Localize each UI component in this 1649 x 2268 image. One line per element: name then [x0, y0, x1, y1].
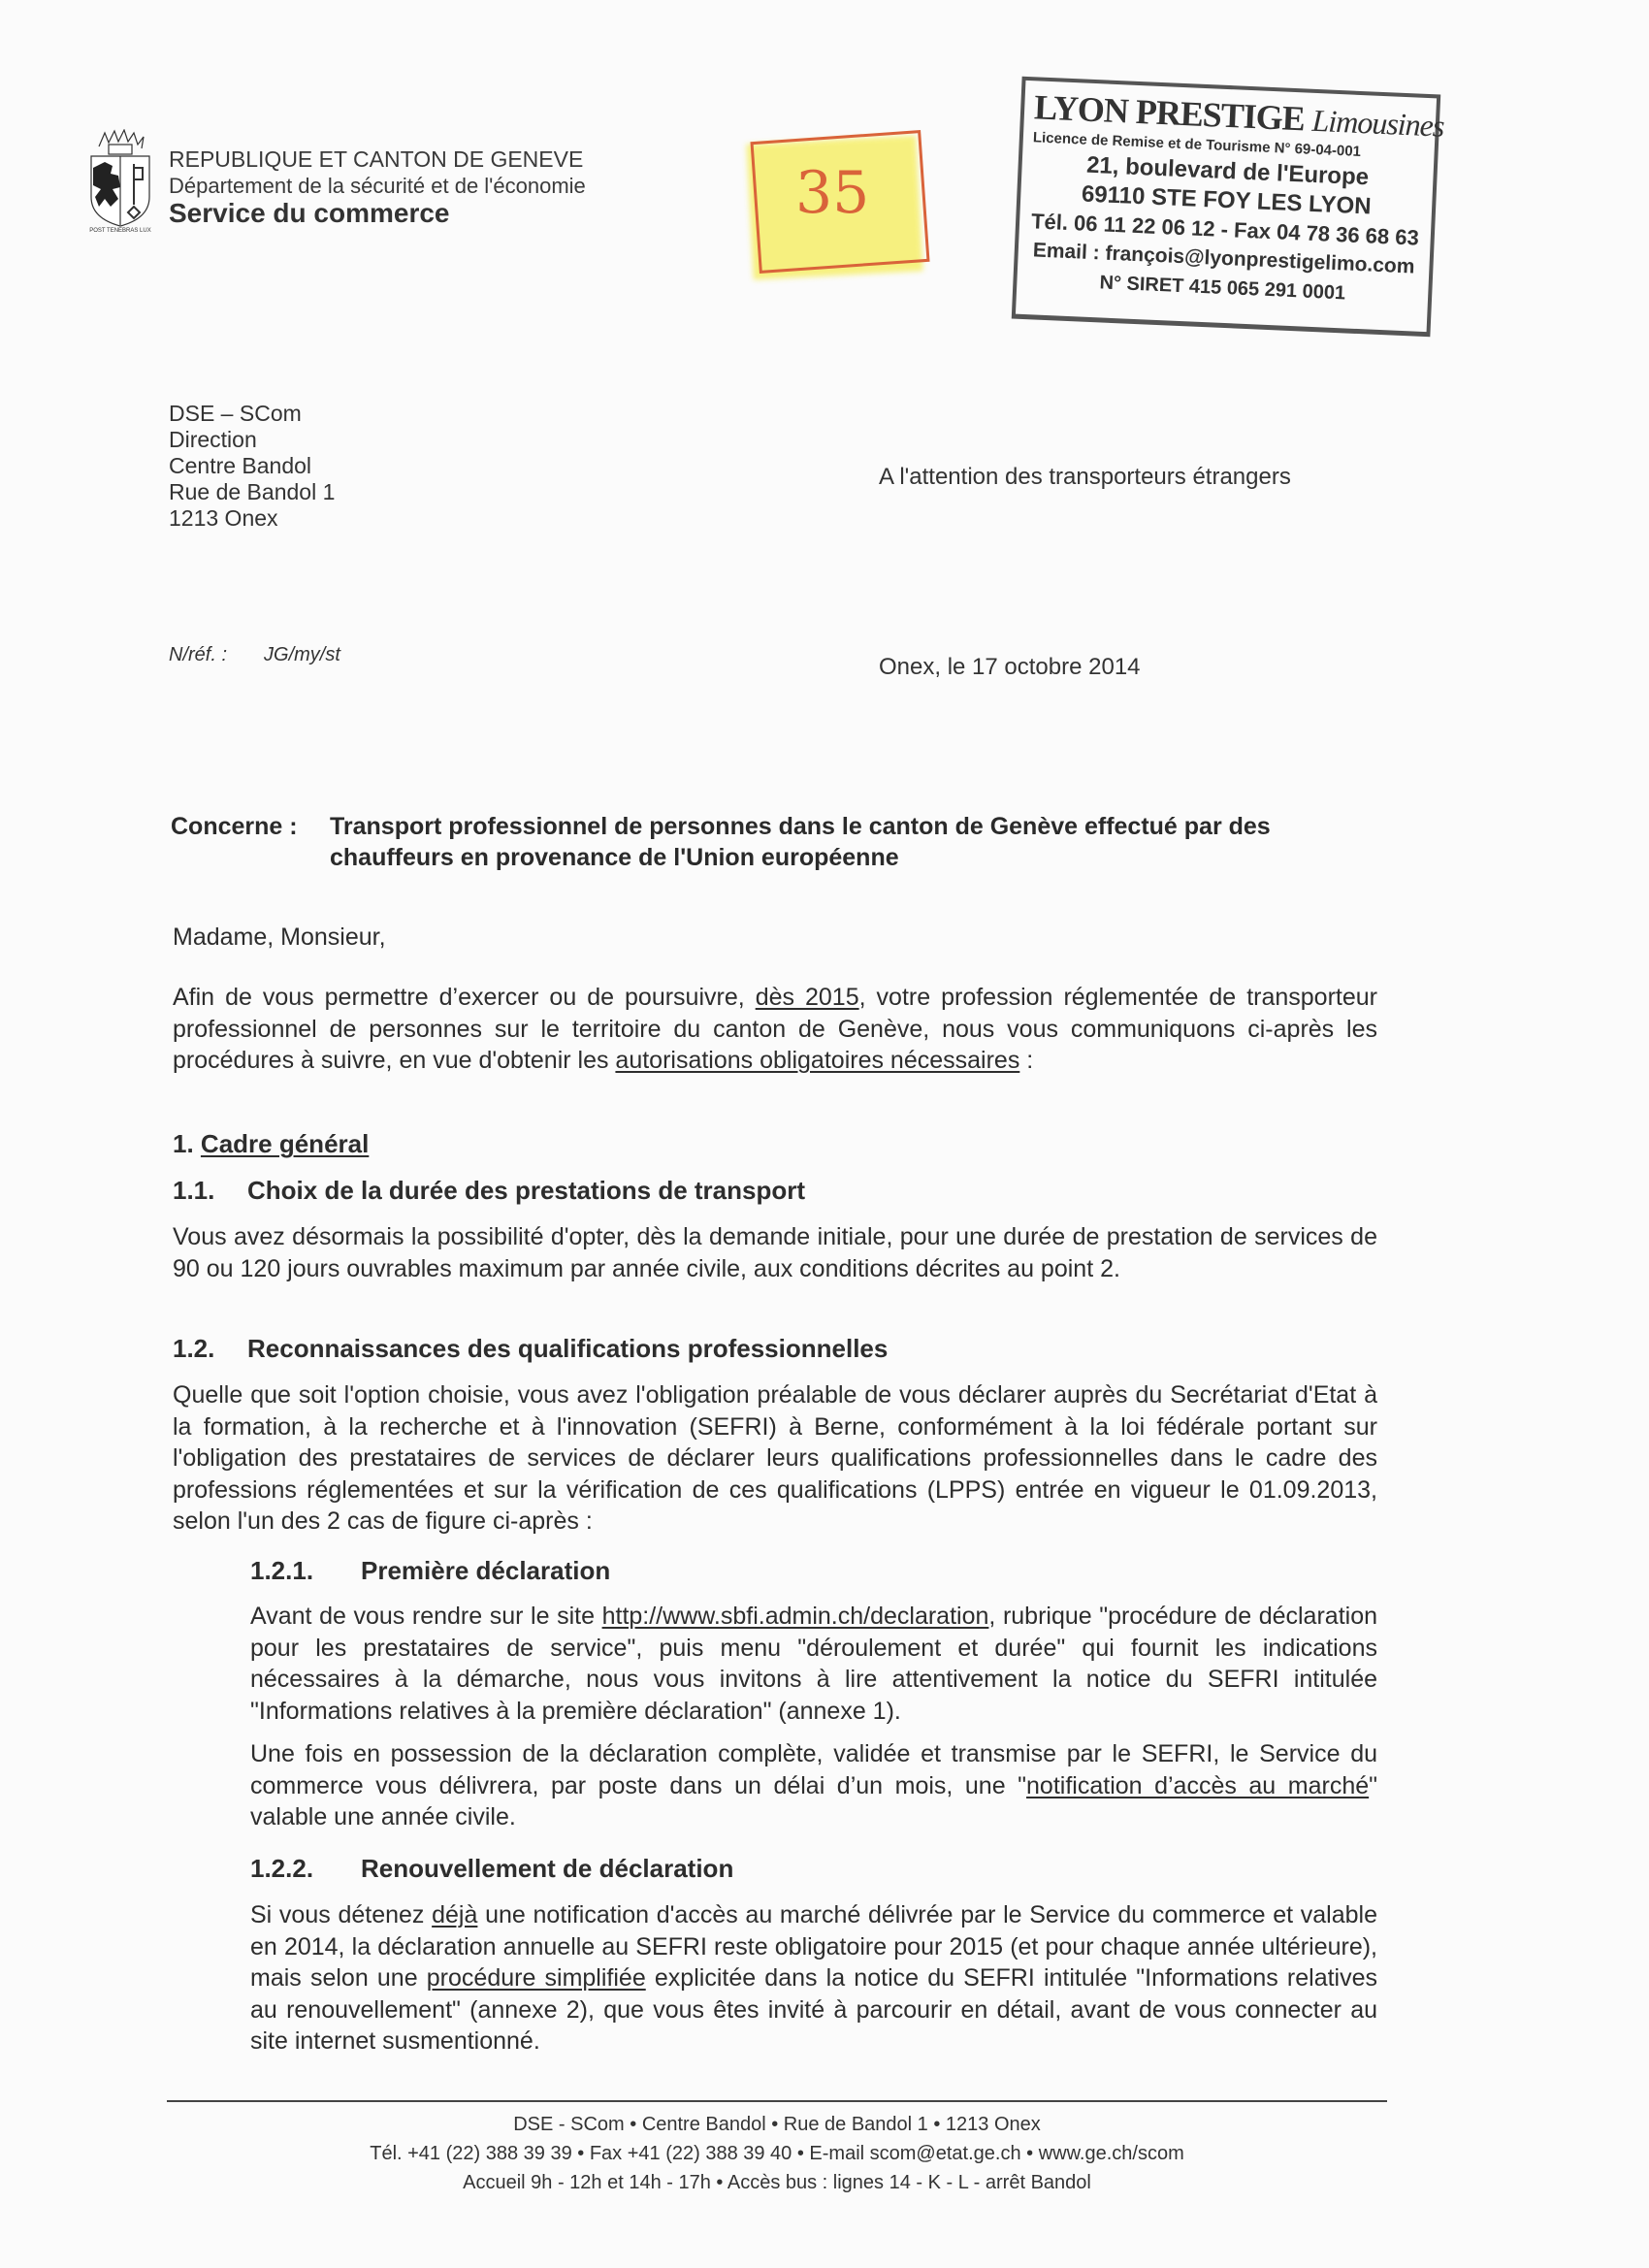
section-1-2-heading: 1.2. Reconnaissances des qualifications professionnelles — [173, 1334, 889, 1363]
emphasis-notification: notification d’accès au marché — [1026, 1771, 1370, 1799]
emphasis-deja: déjà — [432, 1901, 478, 1928]
salutation: Madame, Monsieur, — [173, 923, 386, 951]
sender-line: Rue de Bandol 1 — [169, 479, 336, 504]
sender-line: Centre Bandol — [169, 453, 312, 478]
sender-address — [169, 401, 335, 532]
intro-paragraph: Afin de vous permettre d’exercer ou de poursuivre, dès 2015, votre profession réglementée de transporteur professionnel de personnes sur le territoire du canton de Genève, nous vous communiquons ci-après les procédures à suivre, en vue d'obtenir les autorisations obligatoires nécessaires : — [173, 984, 1377, 1074]
stamp-company-script: Limousines — [1310, 102, 1445, 144]
company-stamp — [1012, 77, 1445, 338]
section-1-2-body: Quelle que soit l'option choisie, vous avez l'obligation préalable de vous déclarer auprès du Secrétariat d'Etat à la formation, à la recherche et à l'innovation (SEFRI) à Berne, conformément à la loi fédérale portant sur l'obligation des prestataires de services de déclarer leurs qualifications professionnelles dans le cadre des professions réglementées et sur la vérification de ces qualifications (LPPS) entrée en vigueur le 01.09.2013, selon l'un des 2 cas de figure ci-après : — [173, 1381, 1377, 1535]
crest-motto: POST TENEBRAS LUX — [89, 228, 151, 234]
letterhead-republic: REPUBLIQUE ET CANTON DE GENEVE — [169, 146, 584, 172]
sbfi-declaration-link[interactable]: http://www.sbfi.admin.ch/declaration — [601, 1603, 989, 1630]
section-1-1-body: Vous avez désormais la possibilité d'opter, dès la demande initiale, pour une durée de prestation de services de 90 ou 120 jours ouvrables maximum par année civile, aux conditions décrites au point 2. — [173, 1223, 1377, 1282]
stamp-email: Email : françois@lyonprestigelimo.com — [1032, 239, 1415, 278]
geneva-crest-logo — [85, 129, 155, 234]
emphasis-procedure-simplifiee: procédure simplifiée — [426, 1964, 646, 1992]
reference-value: JG/my/st — [264, 644, 340, 665]
emphasis-des-2015: dès 2015 — [755, 984, 859, 1011]
reference — [169, 644, 340, 666]
letterhead-department: Département de la sécurité et de l'économie — [169, 174, 586, 198]
section-1-2-2-body: Si vous détenez déjà une notification d'accès au marché délivrée par le Service du commerce et valable en 2014, la déclaration annuelle au SEFRI reste obligatoire pour 2015 (et pour chaque année ultérieure), mais selon une procédure simplifiée explicitée dans la notice du SEFRI intitulée "Informations relatives au renouvellement" (annexe 2), que vous êtes invité à parcourir en détail, avant de vous connecter au site internet susmentionné. — [250, 1901, 1378, 2055]
footer-divider — [167, 2100, 1387, 2102]
stamp-licence: Licence de Remise et de Tourisme N° 69-04-001 — [1032, 129, 1362, 160]
section-1-2-1-para1: Avant de vous rendre sur le site http://www.sbfi.admin.ch/declaration, rubrique "procédure de déclaration pour les prestataires de service", puis menu "déroulement et durée" qui fournit les indications nécessaires à la démarche, nous vous invitons à lire attentivement la notice du SEFRI intitulée "Informations relatives à la première déclaration" (annexe 1). — [250, 1603, 1377, 1725]
letterhead — [169, 146, 586, 227]
letter-date: Onex, le 17 octobre 2014 — [879, 654, 1141, 680]
stamp-siret: N° SIRET 415 065 291 0001 — [1099, 272, 1346, 305]
stamp-phone: Tél. 06 11 22 06 12 - Fax 04 78 36 68 63 — [1030, 209, 1420, 250]
recipient: A l'attention des transporteurs étrangers — [879, 464, 1291, 490]
section-1-2-1-heading: 1.2.1. Première déclaration — [250, 1556, 611, 1585]
stamp-street: 21, boulevard de l'Europe — [1085, 151, 1370, 191]
section-1-heading: 1. Cadre général — [173, 1129, 370, 1158]
section-1-1-heading: 1.1. Choix de la durée des prestations de transport — [173, 1176, 806, 1205]
footer-address: DSE - SCom • Centre Bandol • Rue de Bandol 1 • 1213 Onex — [513, 2114, 1041, 2135]
emphasis-autorisations: autorisations obligatoires nécessaires — [615, 1047, 1020, 1074]
sender-line: 1213 Onex — [169, 505, 278, 531]
stamp-city: 69110 STE FOY LES LYON — [1081, 180, 1373, 220]
footer-hours: Accueil 9h - 12h et 14h - 17h • Accès bus : lignes 14 - K - L - arrêt Bandol — [463, 2172, 1091, 2193]
subject-text: Transport professionnel de personnes dans le canton de Genève effectué par des chauffeurs en provenance de l'Union européenne — [330, 813, 1271, 871]
subject — [171, 811, 1378, 873]
sender-line: DSE – SCom — [169, 401, 302, 426]
subject-label: Concerne : — [171, 813, 298, 840]
reference-label: N/réf. : — [169, 644, 228, 665]
footer — [167, 2110, 1387, 2197]
page-number: 35 — [795, 159, 870, 227]
stamp-company-name: LYON PRESTIGE Limousines — [1033, 87, 1445, 144]
letterhead-service: Service du commerce — [169, 198, 450, 228]
section-1-title: Cadre général — [200, 1129, 370, 1158]
section-1-2-2-heading: 1.2.2. Renouvellement de déclaration — [250, 1854, 734, 1883]
section-1-2-1-para2: Une fois en possession de la déclaration complète, validée et transmise par le SEFRI, le Service du commerce vous délivrera, par poste dans un délai d’un mois, une "notification d’accès au marché" valable une année civile. — [250, 1740, 1377, 1831]
handwritten-page-number — [745, 120, 920, 285]
sender-line: Direction — [169, 427, 257, 452]
footer-contact: Tél. +41 (22) 388 39 39 • Fax +41 (22) 388 39 40 • E-mail scom@etat.ge.ch • www.ge.ch/scom — [370, 2143, 1184, 2164]
